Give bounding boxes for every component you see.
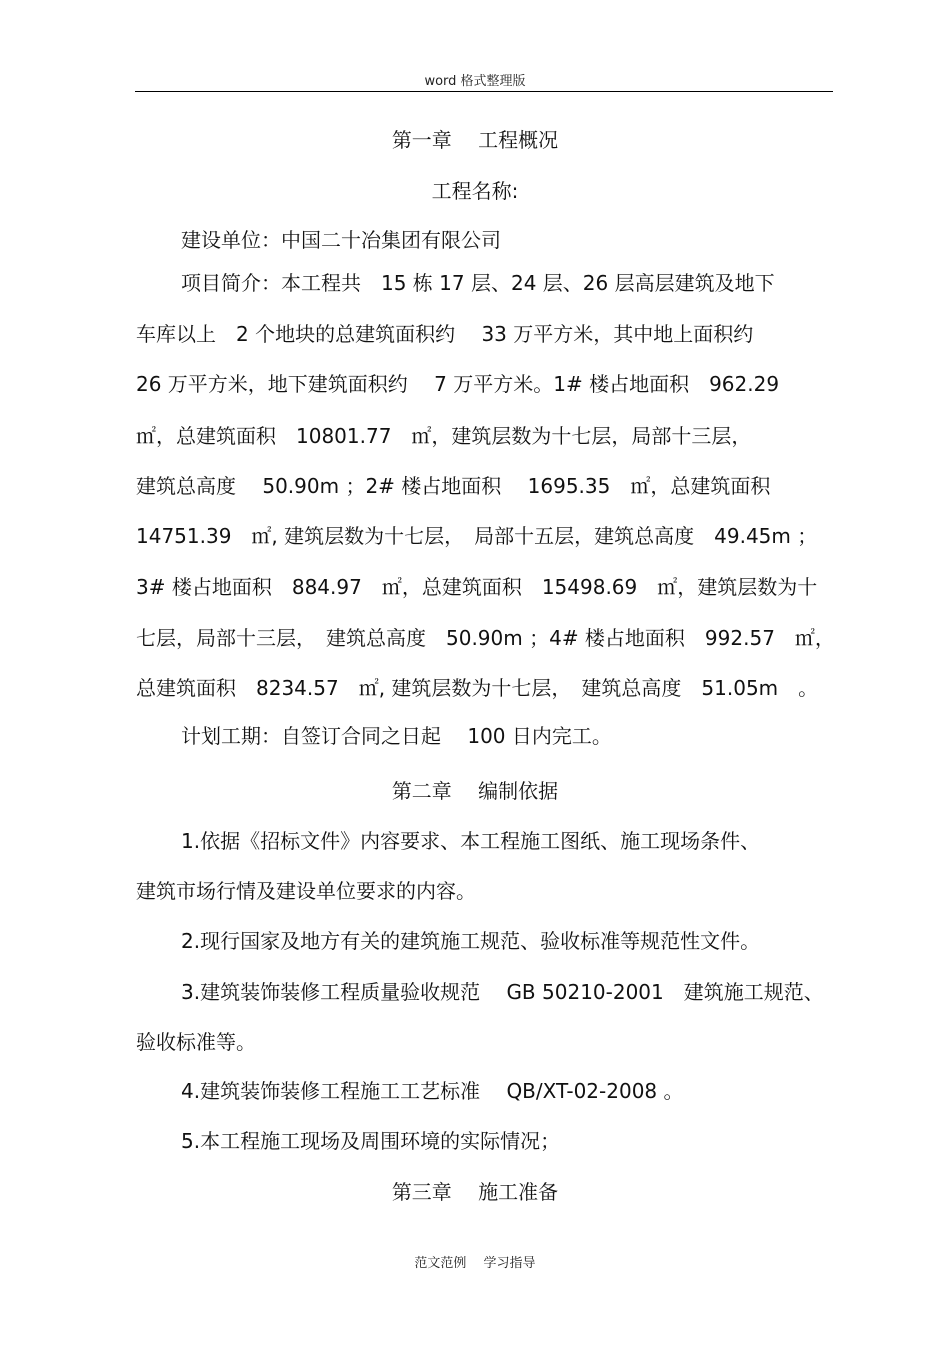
schedule: 计划工期：自签订合同之日起 100 日内完工。 (181, 724, 612, 748)
summary-line: 车库以上 2 个地块的总建筑面积约 33 万平方米，其中地上面积约 (136, 322, 754, 346)
project-name: 工程名称: (431, 179, 519, 203)
summary-line: ㎡，总建筑面积 10801.77 ㎡，建筑层数为十七层，局部十三层， (136, 424, 752, 448)
chapter-3-title: 第三章 施工准备 (391, 1180, 559, 1204)
basis-item: 4.建筑装饰装修工程施工工艺标准 QB/XT-02-2008 。 (181, 1079, 684, 1103)
header-divider (135, 91, 833, 92)
basis-item: 3.建筑装饰装修工程质量验收规范 GB 50210-2001 建筑施工规范、 (181, 980, 824, 1004)
summary-line: 14751.39 ㎡, 建筑层数为十七层， 局部十五层，建筑总高度 49.45m ； (136, 524, 818, 548)
basis-item: 5.本工程施工现场及周围环境的实际情况； (181, 1129, 561, 1153)
builder-unit: 建设单位：中国二十冶集团有限公司 (181, 228, 501, 252)
summary-line: 26 万平方米，地下建筑面积约 7 万平方米。1# 楼占地面积 962.29 (136, 372, 780, 396)
page-footer: 范文范例 学习指导 (414, 1256, 536, 1271)
chapter-2-title: 第二章 编制依据 (391, 779, 559, 803)
basis-item: 验收标准等。 (136, 1030, 256, 1054)
summary-line: 3# 楼占地面积 884.97 ㎡，总建筑面积 15498.69 ㎡，建筑层数为十 (136, 575, 818, 599)
summary-line: 七层，局部十三层， 建筑总高度 50.90m ；4# 楼占地面积 992.57 ㎡， (136, 626, 835, 650)
summary-line: 总建筑面积 8234.57 ㎡, 建筑层数为十七层， 建筑总高度 51.05m 。 (136, 676, 819, 700)
summary-line: 项目简介：本工程共 15 栋 17 层、24 层、26 层高层建筑及地下 (181, 271, 775, 295)
basis-item: 建筑市场行情及建设单位要求的内容。 (136, 879, 476, 903)
summary-line: 建筑总高度 50.90m ；2# 楼占地面积 1695.35 ㎡，总建筑面积 (136, 474, 771, 498)
basis-item: 1.依据《招标文件》内容要求、本工程施工图纸、施工现场条件、 (181, 829, 761, 853)
page-header: word 格式整理版 (424, 74, 526, 89)
chapter-1-title: 第一章 工程概况 (391, 128, 559, 152)
basis-item: 2.现行国家及地方有关的建筑施工规范、验收标准等规范性文件。 (181, 929, 761, 953)
